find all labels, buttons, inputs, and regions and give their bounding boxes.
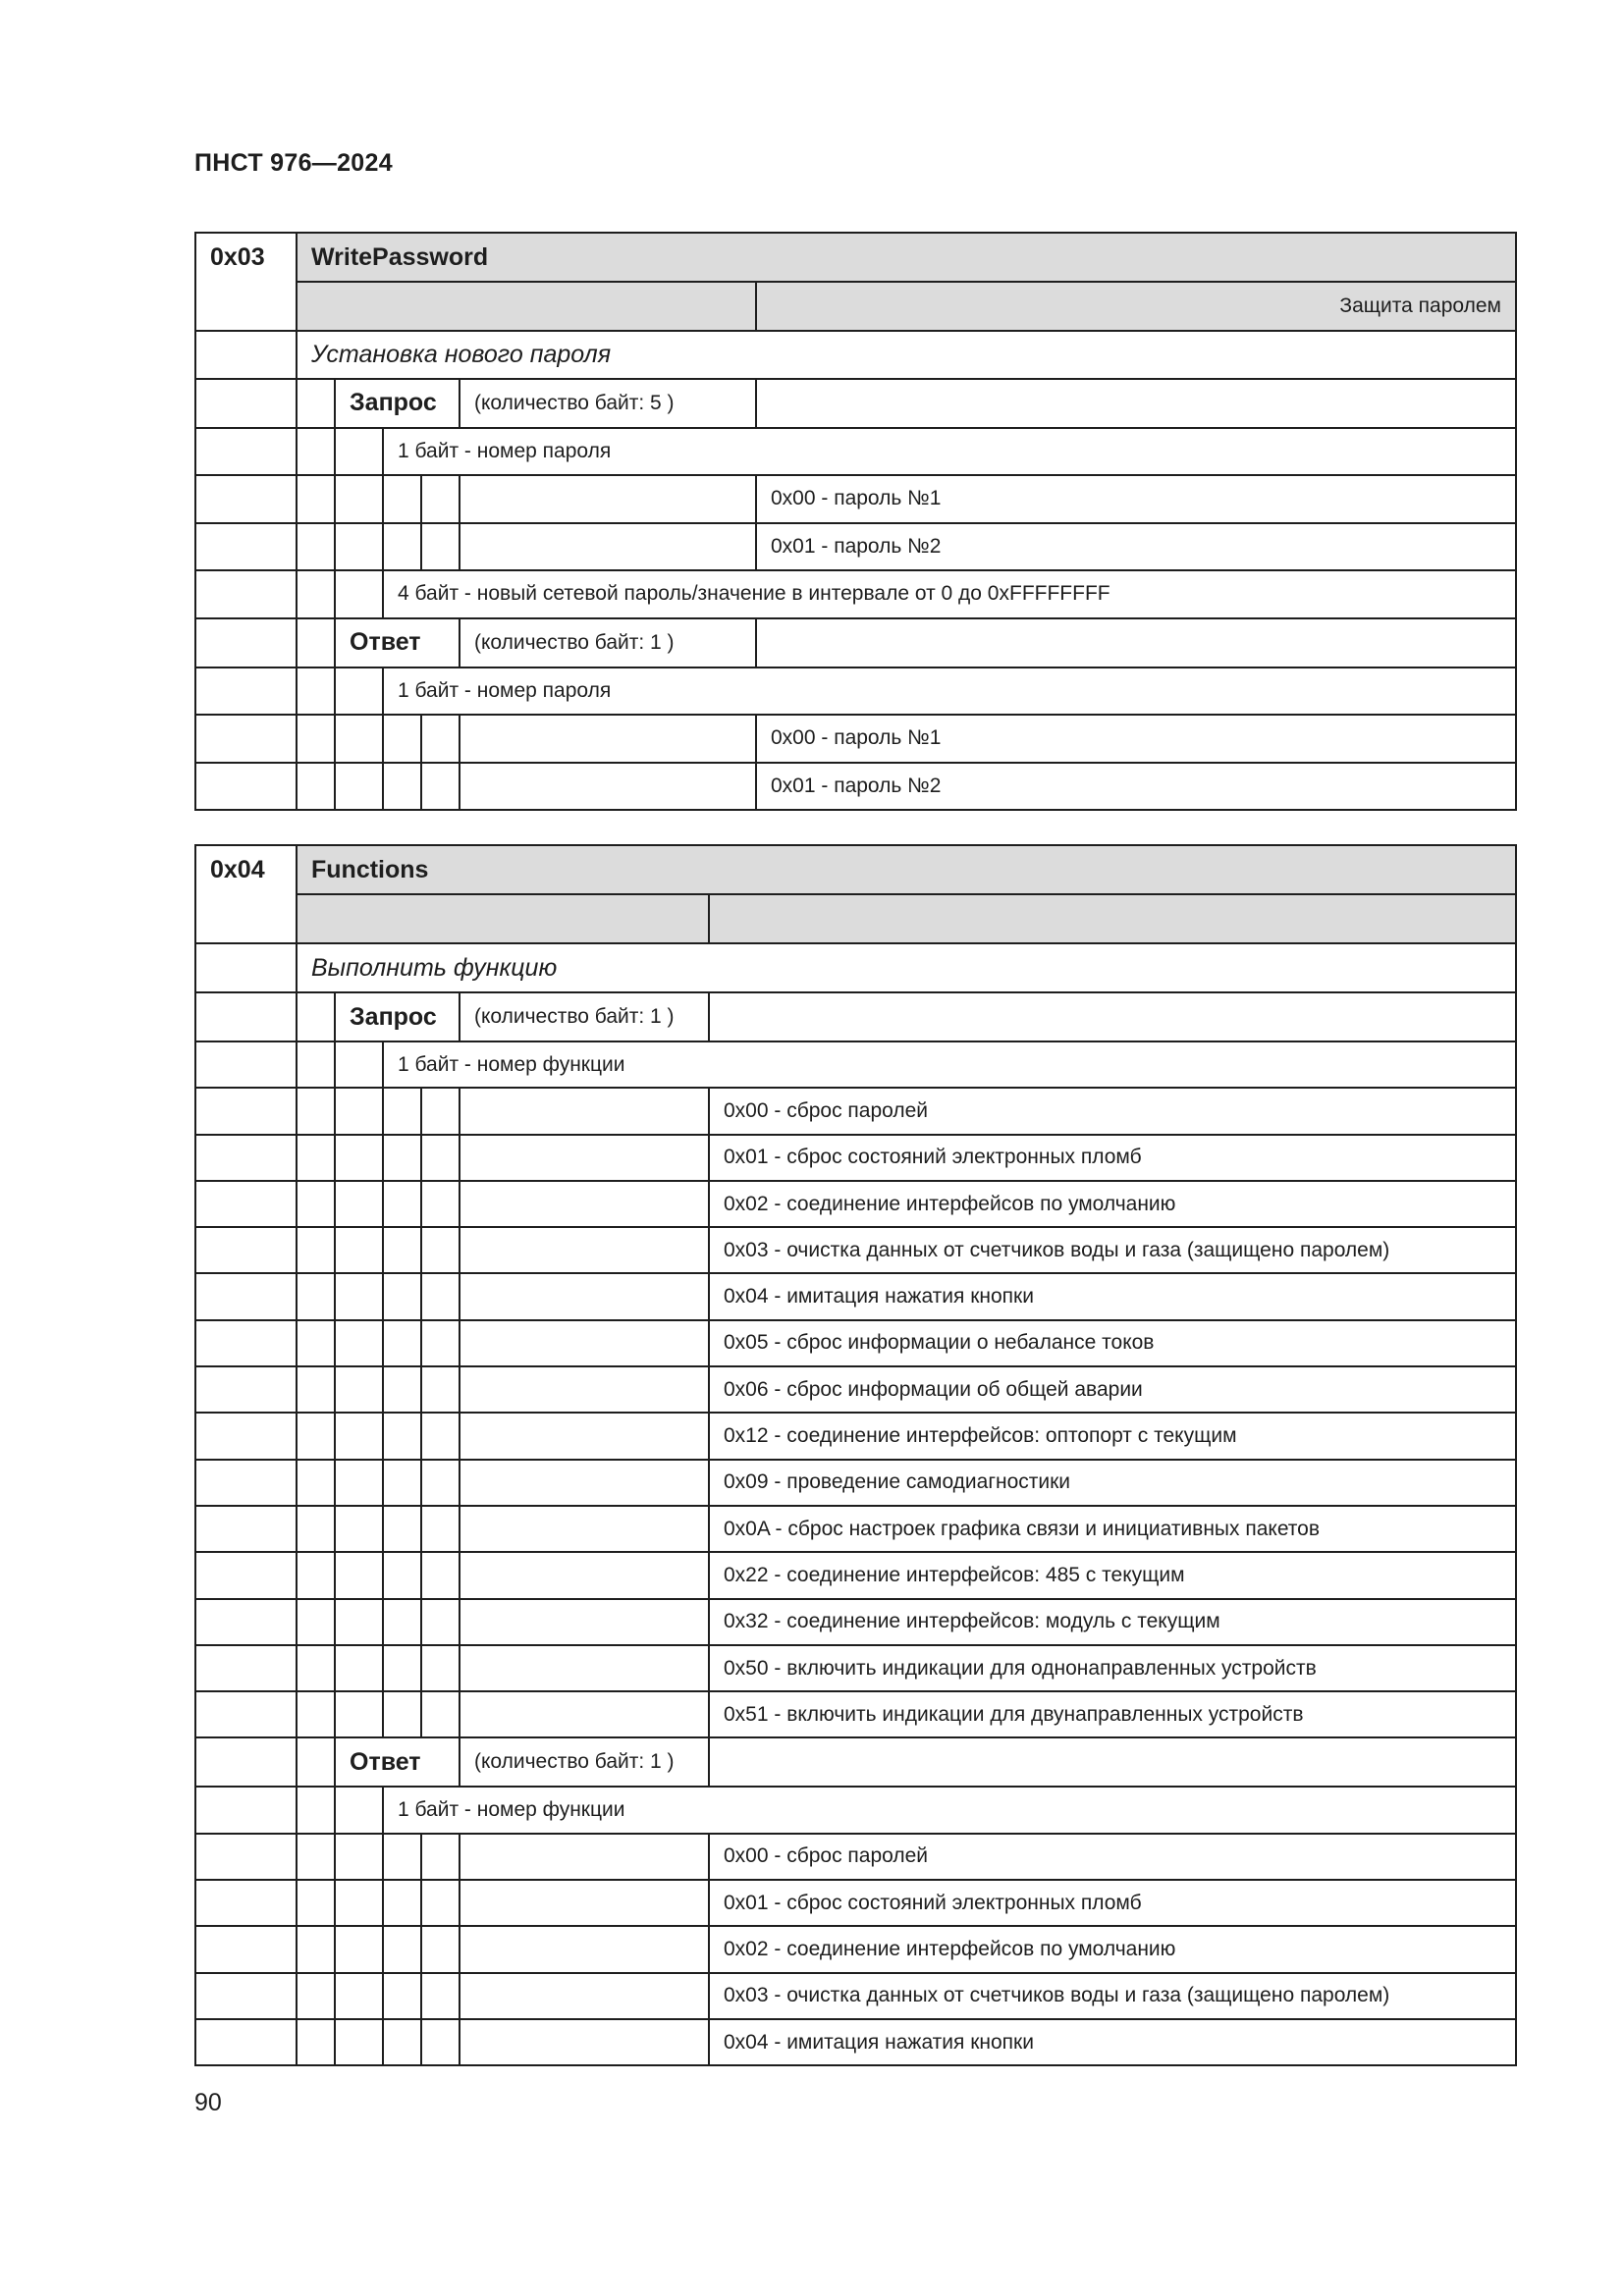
response-byte-field: 1 байт - номер пароля <box>383 667 1516 716</box>
document-header: ПНСТ 976—2024 <box>194 149 393 177</box>
response-count: (количество байт: 1 ) <box>460 618 756 667</box>
table-row <box>195 1135 1516 1181</box>
command-description: Установка нового пароля <box>297 331 1516 379</box>
table-row <box>195 715 1516 763</box>
table-row <box>195 1181 1516 1227</box>
table-row <box>195 992 1516 1041</box>
command-name: Functions <box>297 845 1516 894</box>
table-row <box>195 1691 1516 1737</box>
header-empty-cell <box>297 894 709 943</box>
table-row <box>195 1366 1516 1413</box>
value-cell: 0x02 - соединение интерфейсов по умолчанию <box>709 1926 1516 1972</box>
table-row <box>195 1880 1516 1926</box>
request-byte-field: 1 байт - номер пароля <box>383 428 1516 476</box>
table-row <box>195 1273 1516 1319</box>
request-values <box>195 1088 1516 1737</box>
command-table-functions <box>194 844 1517 2066</box>
request-label: Запрос <box>335 992 460 1041</box>
response-values <box>195 1834 1516 2065</box>
value-cell: 0x12 - соединение интерфейсов: оптопорт с текущим <box>709 1413 1516 1459</box>
table-row <box>195 1787 1516 1833</box>
protection-label <box>709 894 1516 943</box>
table-row <box>195 667 1516 716</box>
value-cell: 0x0A - сброс настроек графика связи и инициативных пакетов <box>709 1506 1516 1552</box>
response-label: Ответ <box>335 1737 460 1787</box>
table-row <box>195 1645 1516 1691</box>
table-row <box>195 1506 1516 1552</box>
table-row <box>195 1227 1516 1273</box>
header-empty-cell <box>297 282 756 331</box>
table-row <box>195 1041 1516 1088</box>
table-row <box>195 331 1516 379</box>
table-row <box>195 1599 1516 1645</box>
value-cell: 0x04 - имитация нажатия кнопки <box>709 1273 1516 1319</box>
page-number: 90 <box>194 2089 222 2116</box>
value-cell: 0x06 - сброс информации об общей аварии <box>709 1366 1516 1413</box>
value-cell: 0x01 - пароль №2 <box>756 523 1516 571</box>
value-cell: 0x04 - имитация нажатия кнопки <box>709 2019 1516 2065</box>
value-cell: 0x05 - сброс информации о небалансе токов <box>709 1320 1516 1366</box>
value-cell: 0x09 - проведение самодиагностики <box>709 1460 1516 1506</box>
table-row <box>195 894 1516 943</box>
value-cell: 0x51 - включить индикации для двунаправленных устройств <box>709 1691 1516 1737</box>
table-row <box>195 379 1516 428</box>
value-cell: 0x32 - соединение интерфейсов: модуль с текущим <box>709 1599 1516 1645</box>
command-table-writepassword <box>194 232 1517 811</box>
table-row <box>195 1413 1516 1459</box>
value-cell: 0x02 - соединение интерфейсов по умолчанию <box>709 1181 1516 1227</box>
table-row <box>195 570 1516 618</box>
table-row <box>195 1460 1516 1506</box>
request-count: (количество байт: 1 ) <box>460 992 709 1041</box>
value-cell: 0x00 - пароль №1 <box>756 475 1516 523</box>
request-label: Запрос <box>335 379 460 428</box>
response-count: (количество байт: 1 ) <box>460 1737 709 1787</box>
value-cell: 0x22 - соединение интерфейсов: 485 с текущим <box>709 1552 1516 1598</box>
table-row <box>195 618 1516 667</box>
table-row <box>195 475 1516 523</box>
response-byte-field: 1 байт - номер функции <box>383 1787 1516 1833</box>
command-code: 0x03 <box>195 233 297 331</box>
value-cell: 0x00 - пароль №1 <box>756 715 1516 763</box>
value-cell: 0x00 - сброс паролей <box>709 1834 1516 1880</box>
protection-label: Защита паролем <box>756 282 1516 331</box>
table-row <box>195 1926 1516 1972</box>
request-count: (количество байт: 5 ) <box>460 379 756 428</box>
table-row <box>195 1552 1516 1598</box>
table-row <box>195 428 1516 476</box>
value-cell: 0x03 - очистка данных от счетчиков воды и газа (защищено паролем) <box>709 1973 1516 2019</box>
value-cell: 0x50 - включить индикации для однонаправленных устройств <box>709 1645 1516 1691</box>
table-row <box>195 763 1516 811</box>
value-cell: 0x01 - сброс состояний электронных пломб <box>709 1880 1516 1926</box>
table-row <box>195 845 1516 894</box>
value-cell: 0x03 - очистка данных от счетчиков воды и газа (защищено паролем) <box>709 1227 1516 1273</box>
command-description: Выполнить функцию <box>297 943 1516 992</box>
command-code: 0x04 <box>195 845 297 943</box>
table-row <box>195 282 1516 331</box>
table-row <box>195 523 1516 571</box>
table-row <box>195 1088 1516 1134</box>
command-name: WritePassword <box>297 233 1516 282</box>
table-row <box>195 943 1516 992</box>
table-row <box>195 1834 1516 1880</box>
table-row <box>195 2019 1516 2065</box>
table-row <box>195 233 1516 282</box>
value-cell: 0x01 - пароль №2 <box>756 763 1516 811</box>
value-cell: 0x00 - сброс паролей <box>709 1088 1516 1134</box>
table-row <box>195 1973 1516 2019</box>
table-row <box>195 1320 1516 1366</box>
response-label: Ответ <box>335 618 460 667</box>
request-byte-field: 4 байт - новый сетевой пароль/значение в интервале от 0 до 0xFFFFFFFF <box>383 570 1516 618</box>
request-byte-field: 1 байт - номер функции <box>383 1041 1516 1088</box>
table-row <box>195 1737 1516 1787</box>
value-cell: 0x01 - сброс состояний электронных пломб <box>709 1135 1516 1181</box>
